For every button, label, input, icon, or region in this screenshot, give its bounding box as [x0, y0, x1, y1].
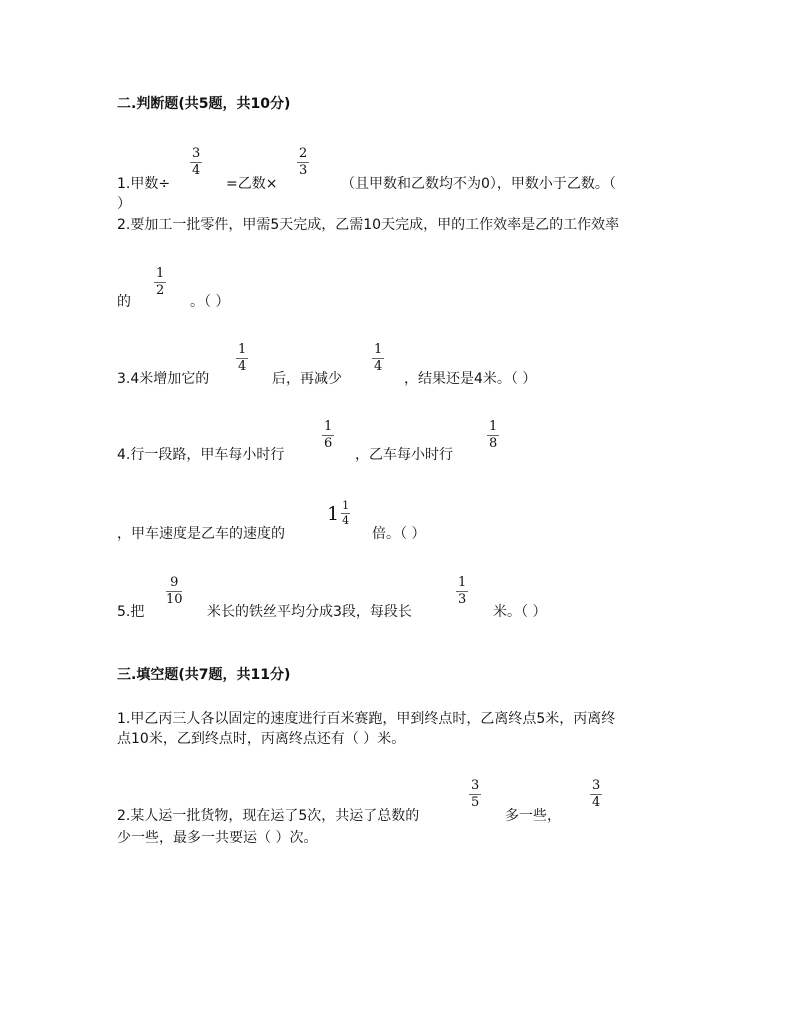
- fraction-denominator: 10: [166, 592, 183, 607]
- fraction: [190, 147, 202, 178]
- q4-text-b: ，乙车每小时行: [355, 447, 453, 463]
- fraction-denominator: 3: [299, 163, 308, 178]
- fraction-denominator: 6: [324, 436, 333, 451]
- fraction-denominator: 2: [156, 283, 165, 298]
- fraction-denominator: 4: [192, 163, 201, 178]
- s3-q2-line2: 少一些，最多一共要运（ ）次。: [117, 830, 318, 846]
- fraction-numerator: 1: [342, 499, 350, 512]
- mixed-fraction: [340, 500, 351, 527]
- mixed-whole: 1: [327, 502, 340, 525]
- fraction-denominator: 4: [238, 359, 247, 374]
- fraction: [166, 576, 183, 607]
- s3-q2-text-a: 2.某人运一批货物，现在运了5次，共运了总数的: [117, 808, 420, 824]
- q4-text-a: 4.行一段路，甲车每小时行: [117, 447, 285, 463]
- q1-text-b: =乙数×: [226, 176, 278, 192]
- fraction-numerator: 1: [458, 575, 467, 590]
- q1-text-c: （且甲数和乙数均不为0），甲数小于乙数。（: [341, 176, 616, 192]
- fraction-numerator: 9: [170, 575, 179, 590]
- fraction-numerator: 1: [156, 266, 165, 281]
- fraction-denominator: 4: [592, 795, 601, 810]
- fraction-numerator: 1: [489, 419, 498, 434]
- mixed-number: [327, 500, 351, 527]
- fraction: [469, 779, 481, 810]
- q3-text-b: 后，再减少: [272, 371, 342, 387]
- fraction-numerator: 1: [238, 342, 247, 357]
- q4-text-c: ，甲车速度是乙车的速度的: [117, 526, 285, 542]
- fraction-numerator: 3: [592, 778, 601, 793]
- fraction: [297, 147, 309, 178]
- section2-title: 二.判断题(共5题，共10分): [117, 96, 291, 112]
- fraction-denominator: 4: [374, 359, 383, 374]
- fraction: [590, 779, 602, 810]
- fraction-numerator: 3: [471, 778, 480, 793]
- fraction-numerator: 1: [324, 419, 333, 434]
- fraction: [154, 267, 166, 298]
- s3-q2-text-b: 多一些，: [505, 808, 561, 824]
- s3-q1-line2: 点10米，乙到终点时，丙离终点还有（ ）米。: [117, 731, 406, 747]
- q1-text-d: ）: [117, 196, 131, 212]
- fraction-denominator: 4: [342, 514, 350, 527]
- fraction-numerator: 3: [192, 146, 201, 161]
- q3-text-c: ，结果还是4米。（ ）: [404, 371, 537, 387]
- q5-text-a: 5.把: [117, 604, 145, 620]
- fraction: [322, 420, 334, 451]
- q4-text-d: 倍。（ ）: [372, 526, 426, 542]
- fraction: [236, 343, 248, 374]
- fraction-denominator: 5: [471, 795, 480, 810]
- fraction-denominator: 3: [458, 592, 467, 607]
- q5-text-c: 米。（ ）: [493, 604, 547, 620]
- q2-text-b: 。（ ）: [190, 294, 230, 310]
- fraction-denominator: 8: [489, 436, 498, 451]
- q1-text-a: 1.甲数÷: [117, 176, 171, 192]
- q3-text-a: 3.4米增加它的: [117, 371, 210, 387]
- section3-title: 三.填空题(共7题，共11分): [117, 667, 291, 683]
- fraction: [456, 576, 468, 607]
- q2-text-a: 的: [117, 294, 131, 310]
- fraction-numerator: 1: [374, 342, 383, 357]
- s3-q1-line1: 1.甲乙丙三人各以固定的速度进行百米赛跑，甲到终点时，乙离终点5米，丙离终: [117, 711, 616, 727]
- fraction: [487, 420, 499, 451]
- q2-line1: 2.要加工一批零件，甲需5天完成，乙需10天完成，甲的工作效率是乙的工作效率: [117, 217, 620, 233]
- fraction: [372, 343, 384, 374]
- q5-text-b: 米长的铁丝平均分成3段，每段长: [207, 604, 412, 620]
- fraction-numerator: 2: [299, 146, 308, 161]
